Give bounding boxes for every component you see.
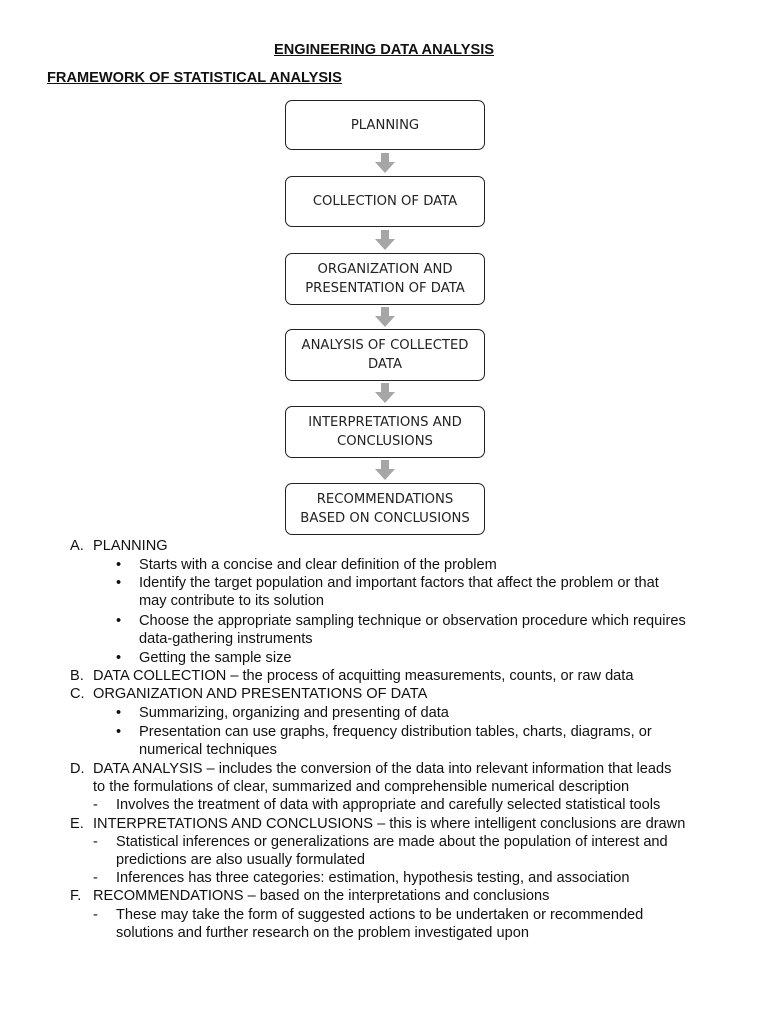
flow-step-label: COLLECTION OF DATA xyxy=(312,194,458,209)
bullet-icon: • xyxy=(116,705,122,721)
list-item-continued: data-gathering instruments xyxy=(139,631,313,647)
list-heading: ORGANIZATION AND PRESENTATIONS OF DATA xyxy=(93,686,428,702)
list-item: These may take the form of suggested actions to be undertaken or recommended xyxy=(116,907,644,923)
list-item: Identify the target population and important factors that affect the problem or that xyxy=(139,575,659,591)
list-item-continued: predictions are also usually formulated xyxy=(116,852,366,868)
list-heading-continued: to the formulations of clear, summarized and comprehensible numerical description xyxy=(93,779,630,795)
document-title: ENGINEERING DATA ANALYSIS xyxy=(273,42,494,58)
down-arrow-icon xyxy=(375,460,395,480)
down-arrow-icon xyxy=(375,307,395,327)
list-heading: DATA ANALYSIS – includes the conversion of the data into relevant information that leads xyxy=(93,761,672,777)
list-item-continued: may contribute to its solution xyxy=(139,593,324,609)
list-heading: PLANNING xyxy=(93,538,168,554)
list-item: Presentation can use graphs, frequency distribution tables, charts, diagrams, or xyxy=(139,724,652,740)
bullet-icon: • xyxy=(116,650,122,666)
dash-icon: - xyxy=(93,907,98,923)
flow-step-label: INTERPRETATIONS AND xyxy=(308,415,462,430)
list-item: Summarizing, organizing and presenting of data xyxy=(139,705,449,721)
flow-step-label: RECOMMENDATIONS xyxy=(316,492,454,507)
list-label: A. xyxy=(70,538,84,554)
flow-step-organization xyxy=(285,253,485,305)
bullet-icon: • xyxy=(116,557,122,573)
flow-step-label: PRESENTATION OF DATA xyxy=(305,281,465,296)
list-heading: INTERPRETATIONS AND CONCLUSIONS – this is where intelligent conclusions are drawn xyxy=(93,816,686,832)
dash-icon: - xyxy=(93,797,98,813)
flow-step-label: ORGANIZATION AND xyxy=(317,262,453,277)
bullet-icon: • xyxy=(116,724,122,740)
list-item-continued: numerical techniques xyxy=(139,742,277,758)
flow-step-recommendations xyxy=(285,483,485,535)
list-label: C. xyxy=(70,686,85,702)
flow-step-collection xyxy=(285,176,485,227)
dash-icon: - xyxy=(93,834,98,850)
list-item: Choose the appropriate sampling technique or observation procedure which requires xyxy=(139,613,686,629)
list-label: D. xyxy=(70,761,85,777)
dash-icon: - xyxy=(93,870,98,886)
list-label: E. xyxy=(70,816,84,832)
flow-step-label: DATA xyxy=(368,357,402,372)
list-label: B. xyxy=(70,668,84,684)
list-label: F. xyxy=(70,888,82,904)
list-item: Starts with a concise and clear definition of the problem xyxy=(139,557,497,573)
down-arrow-icon xyxy=(375,230,395,250)
list-item-continued: solutions and further research on the problem investigated upon xyxy=(116,925,529,941)
section-title: FRAMEWORK OF STATISTICAL ANALYSIS xyxy=(47,70,342,86)
flow-step-interpretations xyxy=(285,406,485,458)
list-heading: RECOMMENDATIONS – based on the interpretations and conclusions xyxy=(93,888,550,904)
list-item: Involves the treatment of data with appropriate and carefully selected statistical tools xyxy=(116,797,661,813)
list-item: Inferences has three categories: estimation, hypothesis testing, and association xyxy=(116,870,630,886)
flow-step-label: BASED ON CONCLUSIONS xyxy=(300,511,470,526)
flow-step-analysis xyxy=(285,329,485,381)
list-item: Getting the sample size xyxy=(139,650,292,666)
list-item: Statistical inferences or generalizations are made about the population of interest and xyxy=(116,834,668,850)
flow-step-label: CONCLUSIONS xyxy=(337,434,433,449)
flow-step-label: ANALYSIS OF COLLECTED xyxy=(301,338,469,353)
bullet-icon: • xyxy=(116,575,122,591)
down-arrow-icon xyxy=(375,383,395,403)
down-arrow-icon xyxy=(375,153,395,173)
flow-step-planning xyxy=(285,100,485,150)
flow-step-label: PLANNING xyxy=(350,117,420,133)
list-heading: DATA COLLECTION – the process of acquitting measurements, counts, or raw data xyxy=(93,668,634,684)
bullet-icon: • xyxy=(116,613,122,629)
